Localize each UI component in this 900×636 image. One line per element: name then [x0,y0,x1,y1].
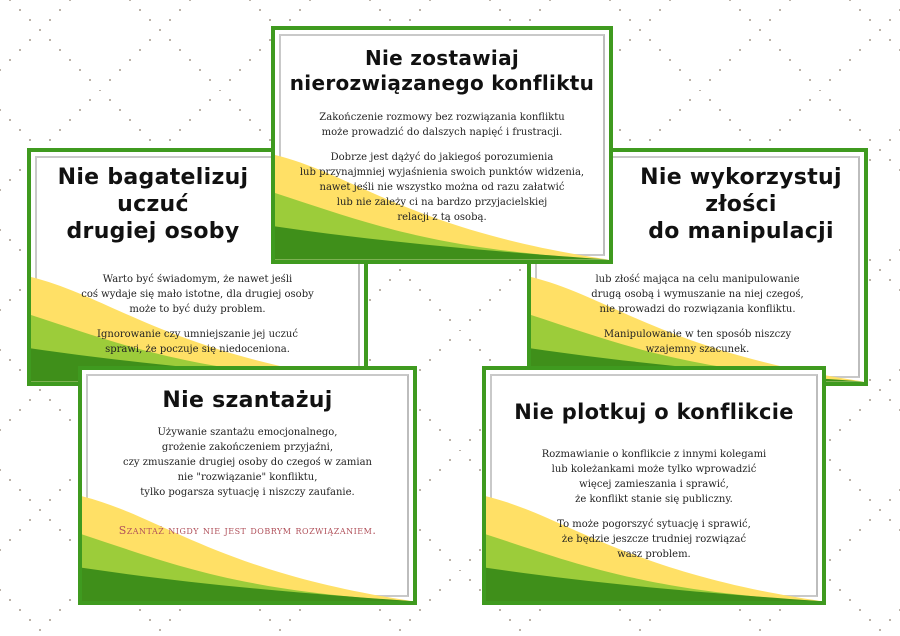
card-title: Nie bagatelizuj uczuć drugiej osoby [57,165,249,244]
card-paragraph: Warto być świadomym, że nawet jeśli coś wydaje się mało istotne, dla drugiej osoby może to być duży problem. [81,274,314,315]
card-paragraph: Używanie szantażu emocjonalnego, grożenie zakończeniem przyjaźni, czy zmuszanie drugiej osoby do czegoś w zamian nie "rozwiązanie" konfliktu, tylko pogarsza sytuację i niszczy zaufanie. [123,427,372,498]
card-title: Nie wykorzystuj złości do manipulacji [640,165,842,244]
card-paragraph: To może pogorszyć sytuację i sprawić, że będzie jeszcze trudniej rozwiązać wasz problem. [557,519,751,560]
card-title: Nie zostawiaj nierozwiązanego konfliktu [289,46,595,95]
card-nie-plotkuj [482,366,826,605]
card-paragraph: Manipulowanie w ten sposób niszczy wzajemny szacunek. [603,329,792,355]
card-paragraph: Ignorowanie czy umniejszanie jej uczuć sprawi, że poczuje się niedoceniona. [97,329,298,355]
card-paragraph: lub złość mająca na celu manipulowanie drugą osobą i wymuszanie na niej czegoś, nie prowadzi do rozwiązania konfliktu. [591,274,804,315]
card-nie-zostawiaj [271,26,613,264]
card-title: Nie plotkuj o konflikcie [514,400,794,424]
card-paragraph: Zakończenie rozmowy bez rozwiązania konfliktu może prowadzić do dalszych napięć i frustracji. [319,112,565,138]
card-paragraph: Rozmawianie o konflikcie z innymi kolegami lub koleżankami może tylko wprowadzić więcej zamieszania i sprawić, że konflikt stanie się publiczny. [541,449,767,505]
card-highlight-note: Szantaż nigdy nie jest dobrym rozwiązaniem. [118,524,377,537]
card-nie-szantazuj [78,366,417,605]
card-paragraph: Dobrze jest dążyć do jakiegoś porozumienia lub przynajmniej wyjaśnienia swoich punktów widzenia, nawet jeśli nie wszystko można od razu załatwić lub nie zależy ci na bardzo przyjacielskiej relacji z tą osobą. [299,152,585,223]
card-title: Nie szantażuj [162,388,333,413]
